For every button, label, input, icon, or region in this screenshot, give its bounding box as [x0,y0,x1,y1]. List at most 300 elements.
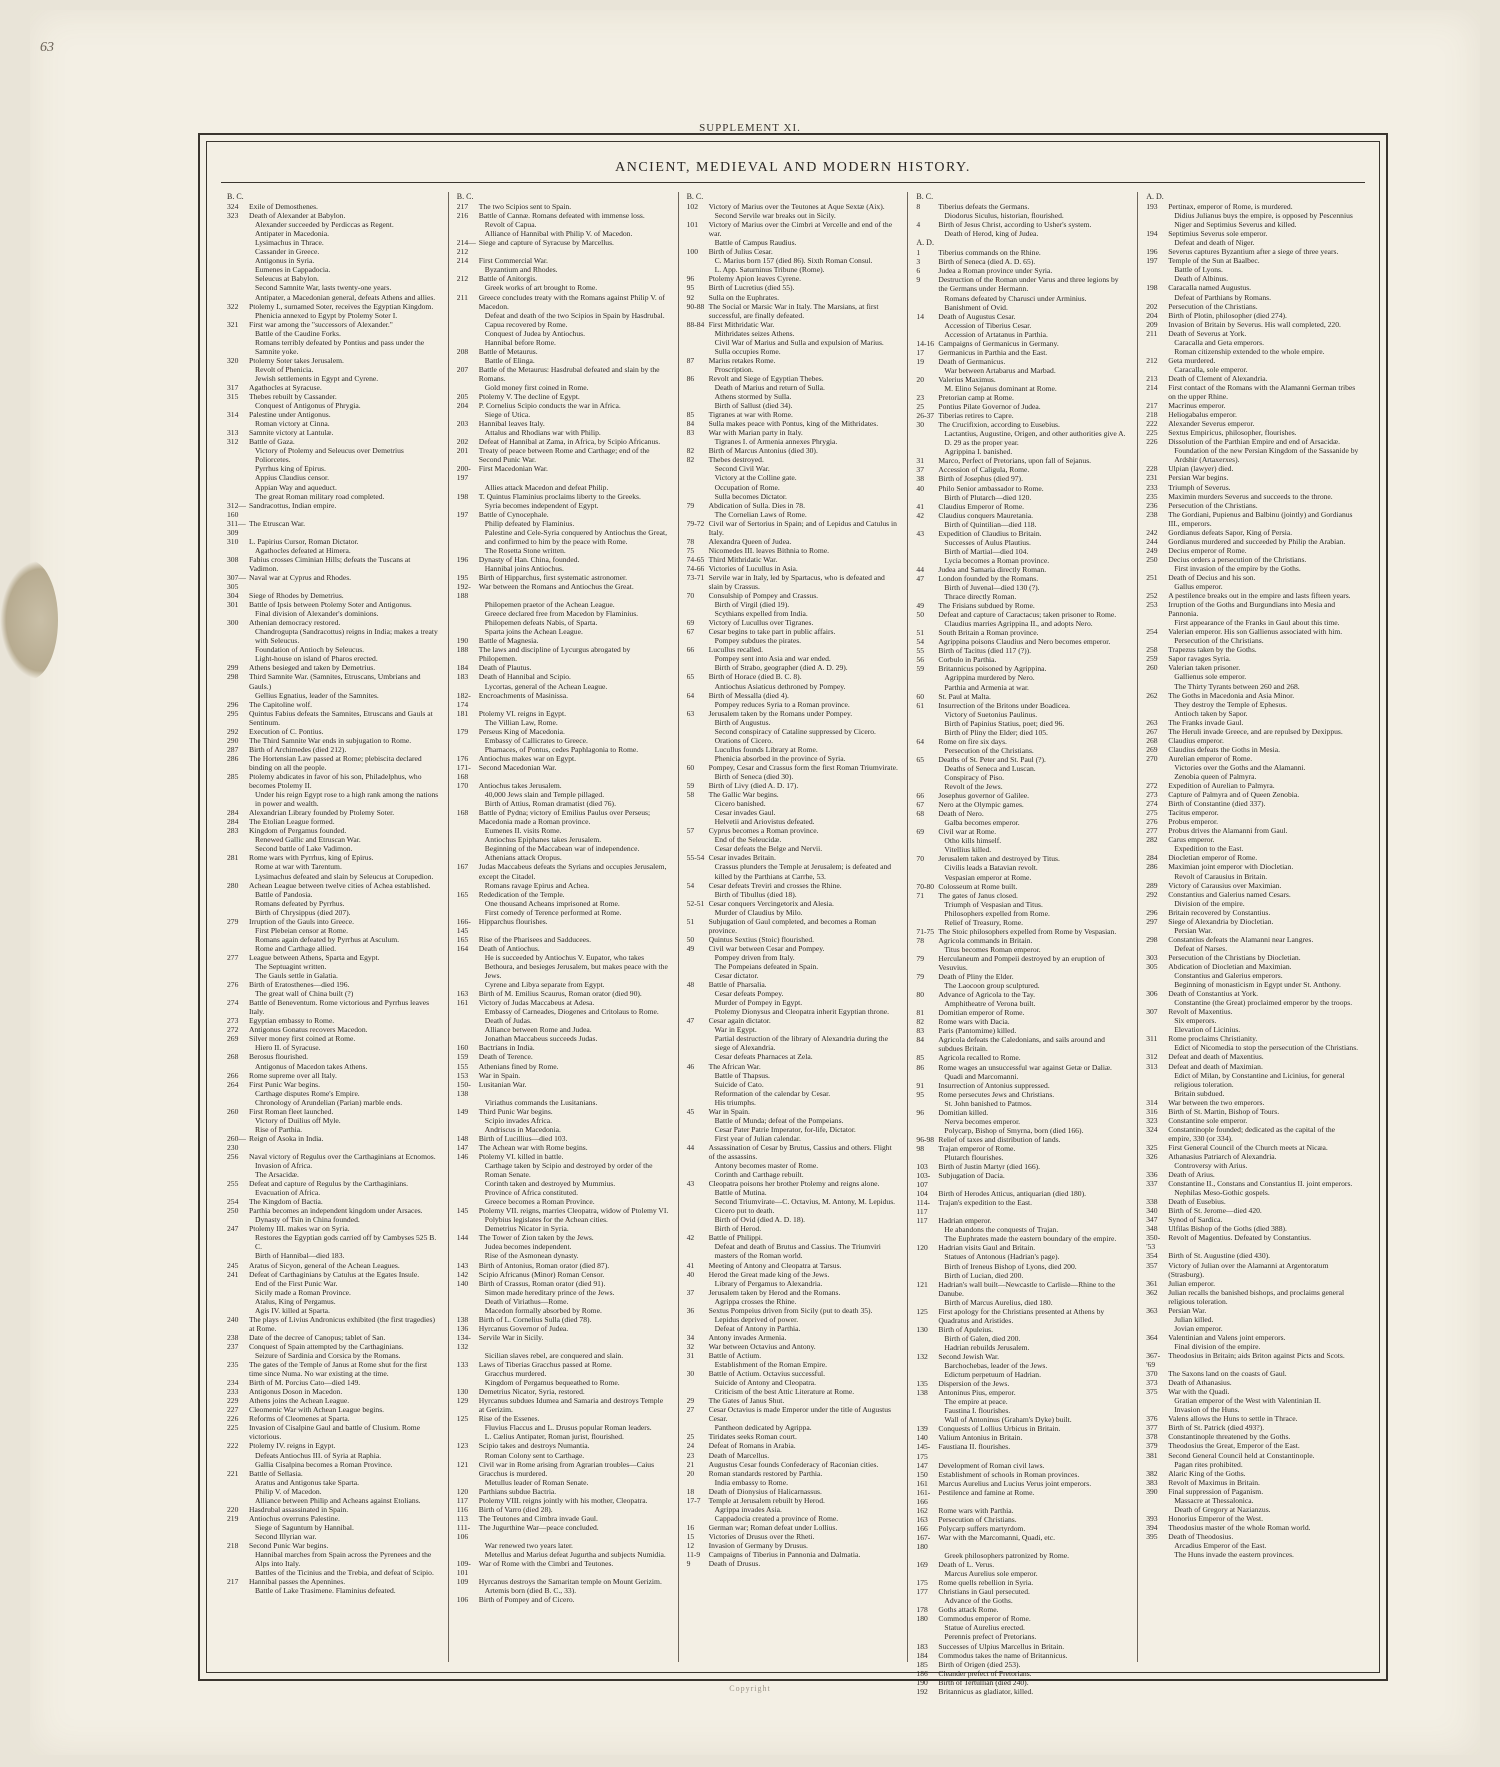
timeline-entry [687,1333,900,1342]
timeline-entry [687,1170,900,1179]
entry-text: Ptolemy Apion leaves Cyrene. [708,274,801,284]
entry-year: 101 [686,220,698,230]
entry-year [457,799,479,808]
entry-text: Civil war of Sertorius in Spain; and of Lepidus and Catulus in Italy. [708,518,897,537]
entry-text: Sapor ravages Syria. [1168,654,1231,664]
entry-year [227,1279,249,1288]
timeline-entry [227,1215,440,1224]
entry-text: Birth of Augustus. [714,717,771,727]
entry-text: Greek works of art brought to Rome. [484,283,598,293]
entry-year: 363 [1146,1305,1158,1315]
entry-year [457,1586,479,1595]
era-label: B. C. [686,192,704,201]
entry-text: His triumphs. [714,1097,756,1107]
timeline-entry [916,1361,1129,1370]
timeline-entry [916,1035,1129,1053]
timeline-entry [916,927,1129,936]
entry-year [916,909,938,918]
entry-year: 190 [916,1677,928,1687]
entry-text: Judea becomes independent. [484,1242,572,1252]
timeline-entry [457,1360,670,1369]
entry-text: Birth of Pliny the Elder; died 105. [944,727,1048,737]
timeline-entry [457,573,670,582]
timeline-entry [916,1551,1129,1560]
timeline-entry [916,1669,1129,1678]
timeline-entry [227,211,440,220]
entry-text: Roman victory at Cinna. [255,419,330,429]
entry-text: Battle of Cannæ. Romans defeated with immense loss. [478,211,645,221]
timeline-entry [457,410,670,419]
entry-year: 148 [456,1133,469,1143]
timeline-entry [457,446,670,464]
timeline-entry [227,826,440,835]
entry-year [457,1451,479,1460]
entry-text: Battle of Philippi. [708,1233,763,1243]
timeline-entry [227,311,440,320]
entry-year [687,392,709,401]
timeline-entry [457,256,670,265]
entry-year [687,401,709,410]
entry-text: Victories of Drusus over the Rheti. [708,1531,815,1541]
timeline-entry [687,591,900,600]
entry-year: 43 [686,1179,695,1189]
timeline-entry [457,944,670,953]
entry-year [687,1052,709,1061]
timeline-entry [1146,446,1359,464]
entry-year: 83 [686,428,695,438]
timeline-entry [687,1052,900,1061]
entry-year [916,321,938,330]
entry-year: 270 [1146,753,1158,763]
entry-text: A pestilence breaks out in the empire and lasts fifteen years. [1168,591,1351,601]
entry-text: Birth of Livy (died A. D. 17). [708,781,799,791]
timeline-entry [687,256,900,265]
entry-year: 274 [227,998,239,1008]
timeline-entry [687,510,900,519]
entry-text: Suicide of Cato. [714,1079,764,1089]
timeline-entry [1146,745,1359,754]
timeline-entry [687,1441,900,1450]
timeline-entry [1146,582,1359,591]
entry-year: 252 [1146,591,1158,601]
entry-year: 236 [1146,500,1158,510]
timeline-entry [457,1242,670,1251]
timeline-entry [687,519,900,537]
timeline-entry [227,338,440,356]
entry-text: Birth of Plotin, philosopher (died 274). [1168,310,1287,320]
entry-text: Antiochus makes war on Egypt. [478,753,577,763]
entry-text: Victories over the Goths and the Alamanni. [1174,762,1306,772]
entry-year: 78 [916,935,924,945]
timeline-entry [457,1378,670,1387]
entry-text: Death of Pliny the Elder. [938,972,1014,982]
entry-text: Ulfilas Bishop of the Goths (died 388). [1168,1224,1287,1234]
timeline-entry [916,1117,1129,1126]
timeline-entry [457,1505,670,1514]
entry-text: War in Egypt. [714,1025,757,1035]
timeline-entry [687,1188,900,1197]
timeline-entry [916,1252,1129,1261]
timeline-entry [916,1442,1129,1460]
timeline-entry [687,745,900,754]
entry-year: 162 [916,1505,928,1515]
entry-text: Battle of Thapsus. [714,1070,770,1080]
entry-text: Zenobia queen of Palmyra. [1174,772,1257,781]
timeline-entry [227,645,440,654]
entry-text: The Stoic philosophers expelled from Rome by Vespasian. [938,926,1117,936]
timeline-entry [1146,265,1359,274]
timeline-entry [687,1062,900,1071]
entry-text: Second General Council held at Constantinople. [1168,1450,1315,1460]
timeline-entry [1146,853,1359,862]
entry-year [227,1215,249,1224]
entry-year: 9 [916,275,921,285]
timeline-entry [457,1478,670,1487]
timeline-entry [687,672,900,681]
entry-year [916,1271,938,1280]
timeline-entry [457,202,670,211]
entry-text: Battle of Beneventum. Rome victorious and Pyrrhus leaves Italy. [249,998,430,1017]
timeline-entry [687,998,900,1007]
entry-year [687,256,709,265]
timeline-entry [687,283,900,292]
entry-text: P. Cornelius Scipio conducts the war in Africa. [478,401,621,411]
entry-text: Civil War of Marius and Sulla and expulsion of Marius. [714,337,884,347]
entry-text: Second Illyrian war. [255,1531,317,1541]
entry-year [1146,618,1168,627]
entry-year [457,483,479,492]
timeline-entry [1146,682,1359,691]
timeline-entry [1146,1161,1359,1170]
entry-text: First appearance of the Franks in Gaul about this time. [1174,618,1340,628]
timeline-entry [457,519,670,528]
entry-text: Foundation of the new Persian Kingdom of the Sassanide by Ardshir (Artaxerxes). [1174,446,1359,465]
entry-year: 41 [686,1260,695,1270]
timeline-entry [227,1125,440,1134]
entry-text: Victory of Judas Maccabeus at Adesa. [478,998,595,1008]
entry-year: 41 [916,501,924,511]
entry-year [916,710,938,719]
entry-text: Arcadius Emperor of the East. [1174,1540,1267,1550]
entry-text: Phenicia annexed to Egypt by Ptolemy Soter I. [255,310,398,320]
timeline-entry [227,555,440,573]
entry-year: 375 [1146,1387,1158,1397]
timeline-entry [1146,1143,1359,1152]
timeline-entry [916,863,1129,872]
timeline-entry [1146,763,1359,772]
entry-text: Death of Nero. [938,809,984,819]
entry-year: 324 [227,202,239,212]
entry-year [457,1224,479,1233]
entry-year [687,1360,709,1369]
entry-text: Defeat of Parthians by Romans. [1174,292,1271,302]
timeline-entry [916,583,1129,592]
entry-text: Scipio invades Africa. [484,1115,553,1125]
timeline-entry [227,1134,440,1152]
timeline-entry [916,746,1129,755]
entry-year: 298 [227,672,239,682]
entry-text: Death of Hannibal and Scipio. [478,672,571,682]
entry-year: 23 [916,393,924,403]
entry-year [687,962,709,971]
timeline-entry [916,447,1129,456]
timeline-entry [916,330,1129,339]
timeline-entry [687,663,900,672]
entry-text: Statues of Antonous (Hadrian's page). [944,1252,1060,1262]
timeline-entry [457,917,670,935]
timeline-entry [227,1089,440,1098]
timeline-entry [457,220,670,229]
entry-year: 69 [916,827,924,837]
timeline-entry [916,574,1129,583]
entry-year: 26-37 [916,411,935,421]
entry-text: Execution of C. Pontius. [249,726,324,736]
entry-text: Vitellius killed. [944,845,992,855]
entry-year [687,1188,709,1197]
entry-text: Capua recovered by Rome. [484,319,568,329]
timeline-entry [457,501,670,510]
timeline-entry [687,1071,900,1080]
entry-text: Hasdrubal assassinated in Spain. [249,1504,349,1514]
entry-year [227,944,249,953]
timeline-entry [457,1432,670,1441]
timeline-entry [457,1451,670,1460]
timeline-entry [227,998,440,1016]
entry-text: Antiochus overruns Palestine. [249,1513,340,1523]
entry-year [227,1297,249,1306]
entry-text: Ptolemy Soter takes Jerusalem. [249,355,344,365]
timeline-entry [1146,401,1359,410]
entry-year: 44 [916,564,924,574]
entry-year [916,330,938,339]
timeline-entry [1146,1052,1359,1061]
entry-text: Second Jewish War. [938,1352,1000,1361]
timeline-entry [687,437,900,446]
entry-text: Hannibal joins Antiochus. [484,563,564,573]
timeline-entry [1146,1152,1359,1161]
entry-year: 284 [227,808,239,818]
timeline-entry [227,853,440,862]
timeline-entry [687,1107,900,1116]
timeline-entry [687,573,900,591]
entry-text: Second conspiracy of Cataline suppressed by Cicero. [714,726,876,736]
entry-text: Agrippa invades Asia. [714,1504,782,1514]
timeline-entry [687,446,900,455]
timeline-entry [916,1334,1129,1343]
entry-text: Agathocles at Syracuse. [249,382,322,392]
entry-year [457,1423,479,1432]
entry-year: 268 [1146,735,1158,745]
entry-year [687,473,709,482]
entry-text: Death of Dionysius of Halicarnassus. [708,1486,822,1496]
entry-text: Constantine II., Constans and Constantius II. joint emperors. [1168,1179,1353,1189]
timeline-entry [457,881,670,890]
entry-text: Invasion of Cisalpine Gaul and battle of Clusium. Rome victorious. [249,1423,421,1442]
entry-text: St. Paul at Malta. [938,691,991,701]
timeline-entry [687,772,900,781]
entry-year: 242 [1146,527,1158,537]
timeline-entry [227,320,440,329]
entry-year [227,247,249,256]
entry-year [1146,1315,1168,1324]
timeline-entry [1146,320,1359,329]
timeline-entry [916,1298,1129,1307]
entry-year [227,971,249,980]
entry-text: Rise of the Asmonean dynasty. [484,1251,579,1261]
entry-year [227,473,249,482]
entry-year [916,1370,938,1379]
entry-year [457,1550,479,1559]
entry-text: Pestilence and famine at Rome. [938,1487,1035,1497]
entry-text: Laws of Tiberias Gracchus passed at Rome. [478,1360,612,1370]
entry-text: Defeat and death of Maxentius. [1168,1052,1264,1062]
timeline-entry [916,836,1129,845]
entry-text: Birth of Plutarch—died 120. [944,492,1032,502]
entry-year: 179 [456,726,469,736]
timeline-entry [1146,1098,1359,1107]
timeline-entry [916,211,1129,220]
timeline-entry [687,754,900,763]
timeline-entry [916,918,1129,927]
entry-year [1146,238,1168,247]
timeline-entry [916,1144,1129,1153]
entry-year [457,609,479,618]
entry-text: Romans defeated by Charusci under Arminius. [944,293,1087,303]
timeline-entry [457,1595,670,1604]
entry-text: Revolt of the Jews. [944,782,1003,792]
entry-text: Tiberias retires to Capre. [938,411,1014,421]
timeline-entry [1146,211,1359,229]
timeline-entry [1146,790,1359,799]
entry-year [227,446,249,464]
entry-year: 267 [1146,726,1158,736]
entry-text: War of Rome with the Cimbri and Teutones. [478,1559,614,1569]
timeline-entry [916,357,1129,366]
timeline-entry [227,1297,440,1306]
entry-year [916,1234,938,1243]
entry-year [1146,1541,1168,1550]
entry-year [916,900,938,909]
entry-year: 197 [1146,256,1158,266]
timeline-entry [1146,917,1359,926]
entry-text: The Arsacidæ. [255,1170,299,1180]
timeline-entry [1146,1279,1359,1288]
timeline-entry [916,1524,1129,1533]
entry-year [227,1161,249,1170]
entry-text: End of the Seleucidæ. [714,835,782,845]
timeline-entry [687,971,900,980]
entry-text: Suicide of Antony and Cleopatra. [714,1378,817,1388]
entry-year: 301 [227,600,239,610]
entry-year [1146,700,1168,709]
entry-year [227,492,249,501]
entry-text: Andriscus in Macedonia. [484,1124,561,1134]
entry-year: 244 [1146,536,1158,546]
entry-text: Exile of Demosthenes. [249,202,318,212]
entry-text: Birth of Marcus Antonius (died 30). [708,446,818,456]
timeline-entry [457,989,670,998]
entry-text: Defeat of Hannibal at Zama, in Africa, by Scipio Africanus. [478,437,661,447]
timeline-entry [687,1261,900,1270]
entry-year [687,663,709,672]
entry-text: Cleomenic War with Achean League begins. [249,1405,385,1415]
entry-text: Antiochus Asiaticus dethroned by Pompey. [714,681,846,691]
timeline-entry [227,745,440,754]
entry-year [227,256,249,265]
timeline-entry [1146,781,1359,790]
timeline-entry [916,312,1129,321]
entry-text: Athanasius Patriarch of Alexandria. [1168,1151,1277,1161]
entry-year: 51 [686,916,695,926]
entry-text: Battle of Sellasia. [249,1468,303,1478]
entry-text: The Pompeians defeated in Spain. [714,961,819,971]
entry-text: Christians in Gaul persecuted. [938,1587,1030,1597]
timeline-entry [227,862,440,871]
entry-text: The Gallic War begins. [708,790,779,800]
entry-text: The Villian Law, Rome. [484,717,558,727]
entry-year [457,1034,479,1043]
timeline-entry [1146,419,1359,428]
timeline-entry [916,420,1129,429]
entry-year [916,493,938,502]
entry-text: Persecution of the Christians. [1174,636,1264,646]
entry-text: Ptolemy VI. reigns in Egypt. [478,708,566,718]
entry-text: Irruption of the Goths and Burgundians into Mesia and Pannonia. [1168,600,1336,619]
entry-text: The gates of Janus closed. [938,890,1018,900]
entry-text: Hyrcanus destroys the Samaritan temple on Mount Gerizim. [478,1577,662,1587]
entry-text: Philopemen praetor of the Achean League. [484,600,615,610]
timeline-entry [227,1080,440,1089]
entry-text: Dissolution of the Parthian Empire and end of Arsacidæ. [1168,437,1341,447]
entry-year: 312 [227,437,239,447]
timeline-entry [1146,1007,1359,1016]
entry-text: Birth of Origen (died 253). [938,1659,1021,1669]
entry-year [687,727,709,736]
timeline-entry [1146,238,1359,247]
entry-text: Crassus plunders the Temple at Jerusalem; is defeated and killed by the Parthians at Carrhe, 53. [714,862,892,881]
entry-year [457,1478,479,1487]
entry-text: Hannibal marches from Spain across the Pyrenees and the Alps into Italy. [255,1550,432,1569]
entry-year [916,782,938,791]
entry-year [1146,1089,1168,1098]
entry-year: 195 [456,572,469,582]
entry-text: Judas Maccabeus defeats the Syrians and occupies Jerusalem, except the Citadel. [478,862,667,881]
timeline-entry [687,419,900,428]
entry-text: Valentinian and Valens joint emperors. [1168,1332,1286,1342]
timeline-entry [916,1162,1129,1171]
entry-text: Appius Claudius censor. [255,473,330,483]
entry-year: 204 [456,401,469,411]
entry-text: Constantine (the Great) proclaimed emperor by the troops. [1174,998,1353,1008]
entry-text: Siege of Utica. [484,410,531,420]
entry-year [457,1016,479,1025]
timeline-entry [687,1487,900,1496]
timeline-entry [457,1523,670,1541]
entry-text: Sulla makes peace with Pontus, king of the Mithridates. [708,419,879,429]
timeline-entry [227,1197,440,1206]
timeline-entry [916,520,1129,529]
entry-text: Sparta joins the Achean League. [484,627,583,637]
entry-year: 61 [916,700,924,710]
timeline-entry [687,718,900,727]
timeline-entry [227,1378,440,1387]
entry-text: Hyrcanus Governor of Judea. [478,1323,569,1333]
entry-text: First Plebeian censor at Rome. [255,925,349,935]
timeline-entry [916,1243,1129,1252]
entry-year: 258 [1146,645,1158,655]
entry-text: Polycarp suffers martyrdom. [938,1523,1026,1533]
entry-text: Probus drives the Alamanni from Gaul. [1168,826,1288,836]
